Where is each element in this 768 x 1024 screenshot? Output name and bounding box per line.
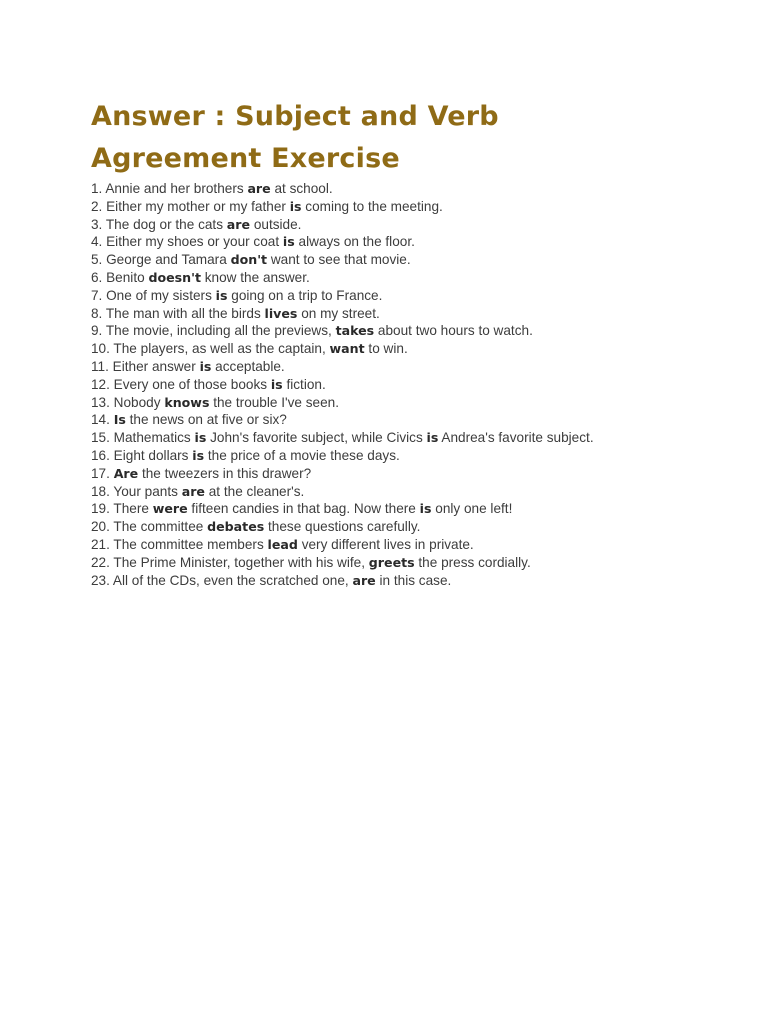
sentence-text: 3. The dog or the cats <box>91 216 227 232</box>
sentence-text: fiction. <box>282 376 326 392</box>
verb-answer: debates <box>207 519 265 535</box>
page-title <box>91 96 751 180</box>
sentence-text: acceptable. <box>211 358 285 374</box>
answer-item <box>91 376 751 394</box>
sentence-text: 21. The committee members <box>91 536 268 552</box>
verb-answer: lead <box>267 536 298 552</box>
sentence-text: 23. All of the CDs, even the scratched one, <box>91 572 353 588</box>
answer-item <box>91 394 751 412</box>
answer-list <box>91 180 751 589</box>
verb-answer: Is <box>113 412 126 428</box>
answer-item <box>91 429 751 447</box>
sentence-text: only one left! <box>431 501 513 517</box>
verb-answer: is <box>215 287 228 303</box>
sentence-text: 1. Annie and her brothers <box>91 181 248 196</box>
sentence-text: outside. <box>250 216 302 232</box>
sentence-text: 7. One of my sisters <box>91 287 216 303</box>
verb-answer: don't <box>230 252 268 268</box>
answer-item <box>91 269 751 287</box>
verb-answer: Are <box>113 465 139 481</box>
sentence-text: 15. Mathematics <box>91 430 195 446</box>
sentence-text: 14. <box>91 412 114 428</box>
sentence-text: 9. The movie, including all the previews, <box>91 323 336 339</box>
sentence-text: 18. Your pants <box>91 483 182 499</box>
sentence-text: 17. <box>91 465 114 481</box>
sentence-text: John's favorite subject, while Civics <box>206 430 427 446</box>
sentence-text: to win. <box>364 341 408 357</box>
sentence-text: on my street. <box>297 305 380 321</box>
answer-item <box>91 465 751 483</box>
sentence-text: 13. Nobody <box>91 394 165 410</box>
answer-item <box>91 198 751 216</box>
answer-item <box>91 500 751 518</box>
answer-item <box>91 216 751 234</box>
sentence-text: going on a trip to France. <box>227 287 383 303</box>
document-page <box>91 96 751 589</box>
answer-item <box>91 572 751 590</box>
sentence-text: these questions carefully. <box>264 519 421 535</box>
sentence-text: 12. Every one of those books <box>91 376 271 392</box>
sentence-text: 6. Benito <box>91 269 149 285</box>
answer-item <box>91 554 751 572</box>
sentence-text: always on the floor. <box>294 234 415 250</box>
title-line-1: Answer : Subject and Verb <box>91 101 499 132</box>
verb-answer: is <box>270 376 283 392</box>
verb-answer: is <box>199 358 212 374</box>
verb-answer: want <box>329 341 365 357</box>
sentence-text: 8. The man with all the birds <box>91 305 265 321</box>
sentence-text: at the cleaner's. <box>204 483 305 499</box>
answer-item <box>91 518 751 536</box>
answer-item <box>91 233 751 251</box>
sentence-text: the price of a movie these days. <box>204 447 400 463</box>
sentence-text: the tweezers in this drawer? <box>138 465 312 481</box>
answer-item <box>91 180 751 198</box>
verb-answer: lives <box>264 305 298 321</box>
verb-answer: is <box>194 430 207 446</box>
sentence-text: Andrea's favorite subject. <box>438 430 594 446</box>
sentence-text: about two hours to watch. <box>374 323 533 339</box>
verb-answer: are <box>181 483 205 499</box>
verb-answer: are <box>226 216 251 232</box>
answer-item <box>91 483 751 501</box>
answer-item <box>91 447 751 465</box>
verb-answer: is <box>426 430 439 446</box>
verb-answer: doesn't <box>148 269 201 285</box>
sentence-text: coming to the meeting. <box>301 198 443 214</box>
verb-answer: were <box>152 501 188 517</box>
answer-item <box>91 536 751 554</box>
answer-item <box>91 287 751 305</box>
verb-answer: knows <box>164 394 210 410</box>
sentence-text: 19. There <box>91 501 153 517</box>
sentence-text: 11. Either answer <box>91 358 200 374</box>
sentence-text: 16. Eight dollars <box>91 447 193 463</box>
sentence-text: 5. George and Tamara <box>91 252 231 268</box>
sentence-text: at school. <box>270 181 333 196</box>
answer-item <box>91 251 751 269</box>
sentence-text: fifteen candies in that bag. Now there <box>187 501 420 517</box>
sentence-text: 2. Either my mother or my father <box>91 198 290 214</box>
sentence-text: 22. The Prime Minister, together with his wife, <box>91 554 369 570</box>
sentence-text: in this case. <box>375 572 452 588</box>
sentence-text: want to see that movie. <box>267 252 411 268</box>
sentence-text: 4. Either my shoes or your coat <box>91 234 283 250</box>
sentence-text: 20. The committee <box>91 519 208 535</box>
verb-answer: is <box>289 198 302 214</box>
answer-item <box>91 411 751 429</box>
sentence-text: very different lives in private. <box>297 536 474 552</box>
sentence-text: 10. The players, as well as the captain, <box>91 341 330 357</box>
answer-item <box>91 322 751 340</box>
sentence-text: know the answer. <box>200 269 310 285</box>
answer-item <box>91 340 751 358</box>
verb-answer: takes <box>335 323 375 339</box>
sentence-text: the news on at five or six? <box>125 412 287 428</box>
verb-answer: is <box>419 501 432 517</box>
answer-item <box>91 358 751 376</box>
title-line-2: Agreement Exercise <box>91 143 400 174</box>
verb-answer: is <box>282 234 295 250</box>
verb-answer: are <box>247 181 271 196</box>
sentence-text: the press cordially. <box>414 554 531 570</box>
verb-answer: is <box>192 447 205 463</box>
sentence-text: the trouble I've seen. <box>209 394 339 410</box>
verb-answer: are <box>352 572 376 588</box>
verb-answer: greets <box>368 554 415 570</box>
answer-item <box>91 305 751 323</box>
